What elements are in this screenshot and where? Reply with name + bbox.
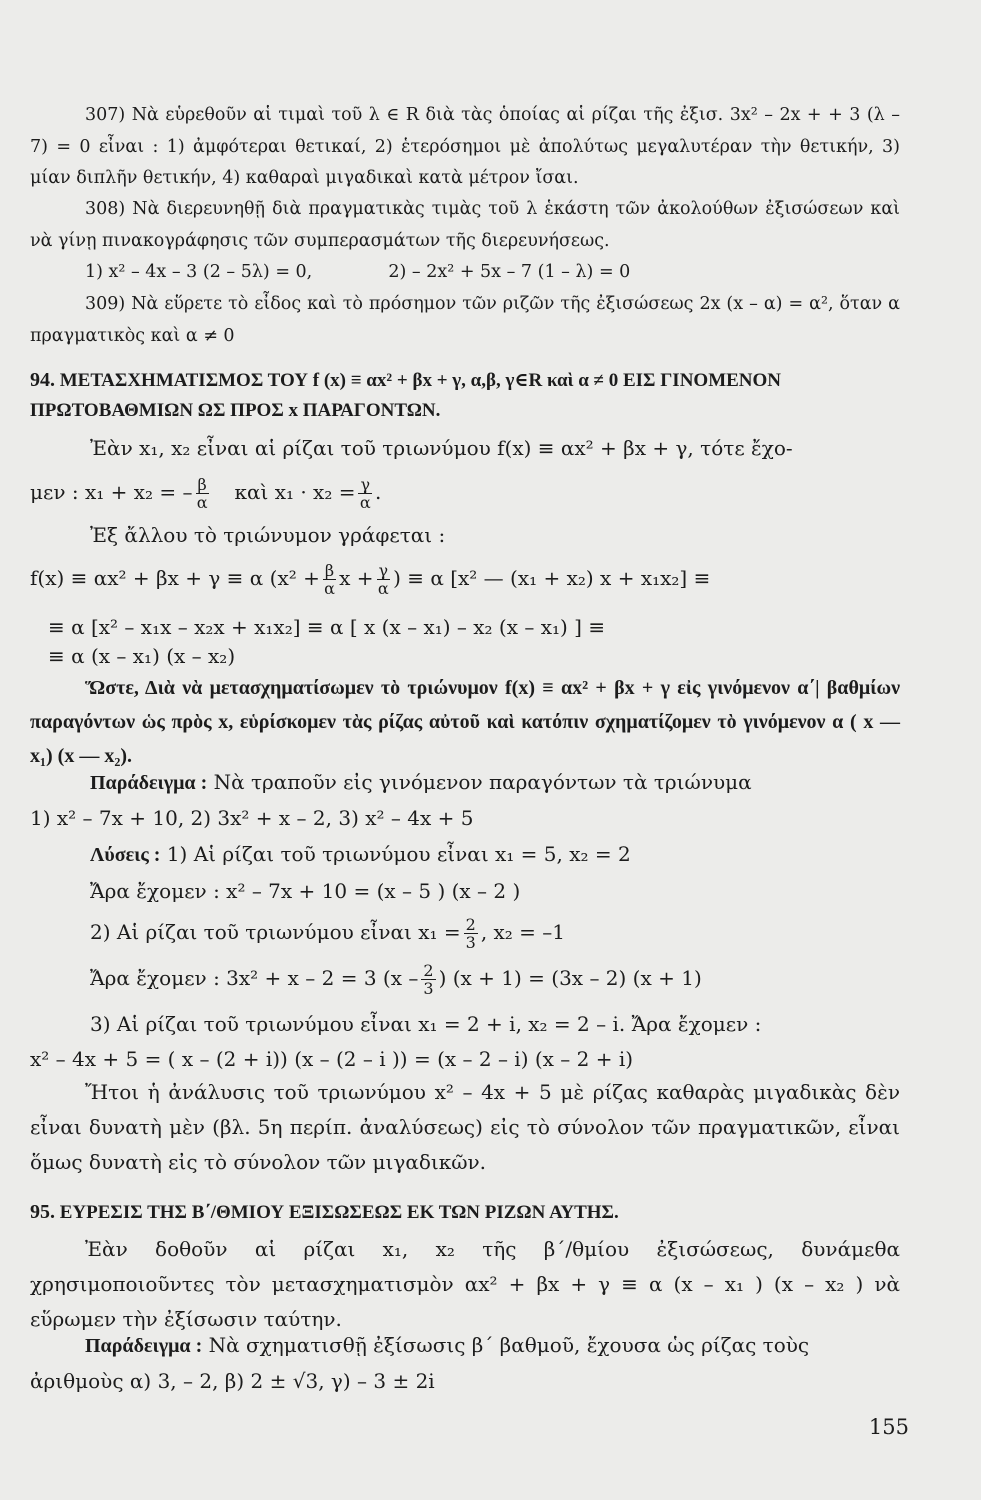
identity-line-2: ≡ α [x² – x₁x – x₂x + x₁x₂] ≡ α [ x (x – x₁) – x₂ (x – x₁) ] ≡ xyxy=(48,615,606,639)
section-94-heading xyxy=(30,365,900,426)
exercise-309: 309) Νὰ εὕρετε τὸ εἶδος καὶ τὸ πρόσημον τῶν ριζῶν τῆς ἐξισώσεως 2x (x – α) = α², ὅταν α πραγματικὸς καὶ α ≠ 0 xyxy=(30,294,900,346)
example-list: 1) x² – 7x + 10, 2) 3x² + x – 2, 3) x² – 4x + 5 xyxy=(30,806,474,830)
solution-1: Λύσεις : 1) Αἱ ρίζαι τοῦ τριωνύμου εἶναι x₁ = 5, x₂ = 2 xyxy=(90,842,631,866)
fraction-2-3: $\frac{2}{3}$ xyxy=(465,915,476,952)
solution-1-result: Ἄρα ἔχομεν : x² – 7x + 10 = (x – 5 ) (x – 2 ) xyxy=(90,879,521,903)
example-95 xyxy=(30,1328,900,1399)
exercise-308: 308) Νὰ διερευνηθῇ διὰ πραγματικὰς τιμὰς τοῦ λ ἑκάστη τῶν ἀκολούθων ἐξισώσεων καὶ νὰ γίνῃ πινακογράφησις τῶν συμπερασμάτων τῆς διερευνήσεως. xyxy=(30,199,900,251)
solution-3-result: x² – 4x + 5 = ( x – (2 + i)) (x – (2 – i )) = (x – 2 – i) (x – 2 + i) xyxy=(30,1047,634,1071)
example-95-label: Παράδειγμα : xyxy=(85,1335,203,1357)
exercise-308-eq1: 1) x² – 4x – 3 (2 – 5λ) = 0, xyxy=(85,262,313,282)
alt-form-intro: Ἐξ ἄλλου τὸ τριώνυμον γράφεται : xyxy=(90,523,446,547)
identity-line-1: f(x) ≡ αx² + βx + γ ≡ α (x² + $\frac{\beta}{\alpha}$ x + $\frac{\gamma}{\alpha}$ ) ≡ α [x² — (x₁ + x₂) x + x₁x₂] ≡ xyxy=(30,561,711,598)
section-95-number: 95. xyxy=(30,1201,55,1223)
section-94-number: 94. xyxy=(30,369,55,391)
example-label: Παράδειγμα : xyxy=(90,772,208,794)
exercise-307: 307) Νὰ εὑρεθοῦν αἱ τιμαὶ τοῦ λ ∈ R διὰ τὰς ὁποίας αἱ ρίζαι τῆς ἐξισ. 3x² – 2x + + 3 (λ – 7) = 0 εἶναι : 1) ἀμφότεραι θετικαί, 2) ἑτερόσημοι μὲ ἀπολύτως μεγαλυτέραν τὴν θετικήν, 3) μίαν διπλῆν θετικήν, 4) καθαραὶ μιγαδικαὶ κατὰ μέτρον ἴσαι. xyxy=(30,105,900,188)
section-94-intro: Ἐὰν x₁, x₂ εἶναι αἱ ρίζαι τοῦ τριωνύμου f(x) ≡ αx² + βx + γ, τότε ἔχο- xyxy=(90,436,793,460)
identity-line-3: ≡ α (x – x₁) (x – x₂) xyxy=(48,644,236,668)
vieta-product: καὶ x₁ · x₂ = xyxy=(234,480,356,504)
fraction-gamma-alpha: $\frac{\gamma}{\alpha}$ xyxy=(359,475,371,512)
section-95-title: ΕΥΡΕΣΙΣ ΤΗΣ Β΄/ΘΜΙΟΥ ΕΞΙΣΩΣΕΩΣ ΕΚ ΤΩΝ ΡΙΖΩΝ ΑΥΤΗΣ. xyxy=(59,1202,619,1223)
section-95-text: Ἐὰν δοθοῦν αἱ ρίζαι x₁, x₂ τῆς β΄/θμίου ἐξισώσεως, δυνάμεθα χρησιμοποιοῦντες τὸν μετασχηματισμὸν αx² + βx + γ ≡ α (x – x₁ ) (x – x₂ ) νὰ εὕρωμεν τὴν ἐξίσωσιν ταύτην. xyxy=(30,1237,900,1331)
section-94-title: ΜΕΤΑΣΧΗΜΑΤΙΣΜΟΣ ΤΟΥ f (x) ≡ αx² + βx + γ, α,β, γ∈R καὶ α ≠ 0 ΕΙΣ ΓΙΝΟΜΕΝΟΝ ΠΡΩΤΟΒΑΘΜΙΩΝ ΩΣ ΠΡΟΣ x ΠΑΡΑΓΟΝΤΩΝ. xyxy=(30,370,782,421)
solution-3: 3) Αἱ ρίζαι τοῦ τριωνύμου εἶναι x₁ = 2 + i, x₂ = 2 – i. Ἄρα ἔχομεν : xyxy=(90,1012,762,1036)
remark: Ἤτοι ἡ ἀνάλυσις τοῦ τριωνύμου x² – 4x + 5 μὲ ρίζας καθαρὰς μιγαδικὰς δὲν εἶναι δυνατὴ μὲν (βλ. 5η περίπ. ἀναλύσεως) εἰς τὸ σύνολον τῶν πραγματικῶν, εἶναι ὅμως δυνατὴ εἰς τὸ σύνολον τῶν μιγαδικῶν. xyxy=(30,1080,900,1174)
page-number: 155 xyxy=(868,1415,909,1439)
fraction-beta-alpha: $\frac{\beta}{\alpha}$ xyxy=(196,475,208,512)
solutions-label: Λύσεις : xyxy=(90,844,161,866)
example-95-text: Νὰ σχηματισθῇ ἐξίσωσις β΄ βαθμοῦ, ἔχουσα ὡς ρίζας τοὺς ἀριθμοὺς α) 3, – 2, β) 2 ± √3, γ) – 3 ± 2i xyxy=(30,1333,810,1393)
solution-2-result: Ἄρα ἔχομεν : 3x² + x – 2 = 3 (x – $\frac{2}{3}$ ) (x + 1) = (3x – 2) (x + 1) xyxy=(90,961,702,998)
example-94 xyxy=(30,764,900,803)
section-95-heading xyxy=(30,1197,900,1228)
solution-2: 2) Αἱ ρίζαι τοῦ τριωνύμου εἶναι x₁ = $\frac{2}{3}$ , x₂ = –1 xyxy=(90,915,566,952)
section-94-conclusion: Ὥστε, Διὰ νὰ μετασχηματίσωμεν τὸ τριώνυμον f(x) ≡ αx² + βx + γ εἰς γινόμενον α΄| βαθμίων παραγόντων ὡς πρὸς x, εὑρίσκομεν τὰς ρίζας αὐτοῦ καὶ κατόπιν σχηματίζομεν τὸ γινόμενον α ( x — x₁) (x — x₂). xyxy=(30,677,900,767)
vieta-formulas: μεν : x₁ + x₂ = – $\frac{\beta}{\alpha}$ καὶ x₁ · x₂ = $\frac{\gamma}{\alpha}$ . xyxy=(30,475,382,512)
example-text: Νὰ τραποῦν εἰς γινόμενον παραγόντων τὰ τριώνυμα xyxy=(213,770,752,794)
exercise-308-equations xyxy=(30,257,900,289)
vieta-sum: μεν : x₁ + x₂ = – xyxy=(30,480,193,504)
exercise-308-eq2: 2) – 2x² + 5x – 7 (1 – λ) = 0 xyxy=(388,262,631,282)
